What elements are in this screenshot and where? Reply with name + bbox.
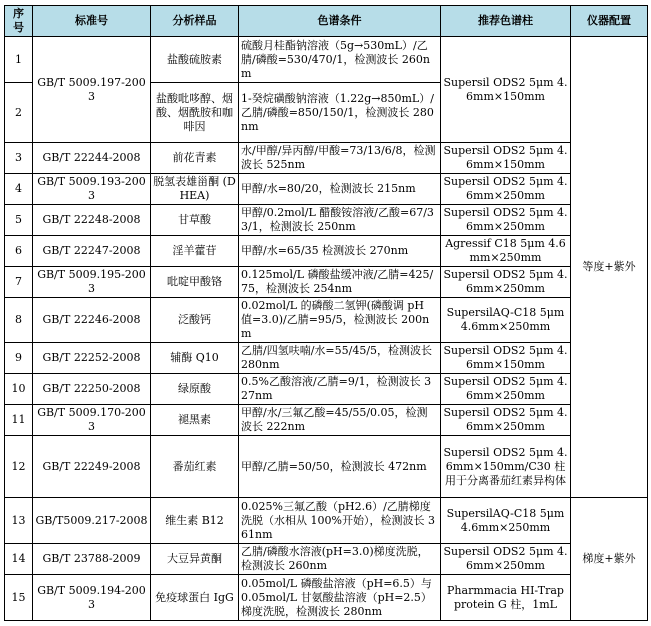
standard-cell: GB/T 5009.197-2003 xyxy=(33,37,151,143)
column-cell: Supersil ODS2 5μm 4.6mm×150mm xyxy=(441,343,571,374)
standard-cell: GB/T 5009.170-2003 xyxy=(33,405,151,436)
standard-cell: GB/T 5009.195-2003 xyxy=(33,267,151,298)
conditions-cell: 0.05mol/L 磷酸盐溶液（pH=6.5）与0.05mol/L 甘氨酸盐溶液（pH=2.5）梯度洗脱，检测波长 280nm xyxy=(239,575,441,621)
table-row xyxy=(5,544,648,575)
table-row xyxy=(5,374,648,405)
table-row xyxy=(5,174,648,205)
header-standard: 标准号 xyxy=(33,6,151,37)
conditions-cell: 0.025%三氟乙酸（pH2.6）/乙腈梯度洗脱（水相从 100%开始），检测波长 361nm xyxy=(239,498,441,544)
column-cell: Supersil ODS2 5μm 4.6mm×250mm xyxy=(441,544,571,575)
instrument-gradient-cell: 梯度+紫外 xyxy=(571,498,648,621)
row-number: 14 xyxy=(5,544,33,575)
conditions-cell: 乙腈/磷酸水溶液(pH=3.0)梯度洗脱，检测波长 260nm xyxy=(239,544,441,575)
column-cell: SupersilAQ-C18 5μm 4.6mm×250mm xyxy=(441,498,571,544)
sample-cell: 辅酶 Q10 xyxy=(151,343,239,374)
row-number: 3 xyxy=(5,143,33,174)
standard-cell: GB/T 22252-2008 xyxy=(33,343,151,374)
header-conditions: 色谱条件 xyxy=(239,6,441,37)
column-cell: Supersil ODS2 5μm 4.6mm×250mm xyxy=(441,267,571,298)
standard-cell: GB/T 5009.194-2003 xyxy=(33,575,151,621)
table-row xyxy=(5,205,648,236)
sample-cell: 泛酸钙 xyxy=(151,298,239,343)
conditions-cell: 0.02mol/L 的磷酸二氢钾(磷酸调 pH 值=3.0)/乙腈=95/5，检测波长 200nm xyxy=(239,298,441,343)
table-row xyxy=(5,436,648,498)
table-row xyxy=(5,298,648,343)
row-number: 8 xyxy=(5,298,33,343)
sample-cell: 维生素 B12 xyxy=(151,498,239,544)
standard-cell: GB/T5009.217-2008 xyxy=(33,498,151,544)
header-seq: 序 号 xyxy=(5,6,33,37)
conditions-cell: 水/甲醇/异丙醇/甲酸=73/13/6/8，检测波长 525nm xyxy=(239,143,441,174)
sample-cell: 吡啶甲酸铬 xyxy=(151,267,239,298)
row-number: 4 xyxy=(5,174,33,205)
standard-cell: GB/T 22249-2008 xyxy=(33,436,151,498)
sample-cell: 免疫球蛋白 IgG xyxy=(151,575,239,621)
sample-cell: 脱氢表雄甾酮 (DHEA) xyxy=(151,174,239,205)
table-row xyxy=(5,498,648,544)
column-cell: SupersilAQ-C18 5μm 4.6mm×250mm xyxy=(441,298,571,343)
column-cell: Agressif C18 5μm 4.6mm×250mm xyxy=(441,236,571,267)
row-number: 7 xyxy=(5,267,33,298)
conditions-cell: 甲醇/乙腈=50/50，检测波长 472nm xyxy=(239,436,441,498)
standard-cell: GB/T 22250-2008 xyxy=(33,374,151,405)
conditions-cell: 0.125mol/L 磷酸盐缓冲液/乙腈=425/75，检测波长 254nm xyxy=(239,267,441,298)
row-number: 12 xyxy=(5,436,33,498)
standard-cell: GB/T 22246-2008 xyxy=(33,298,151,343)
hplc-methods-table xyxy=(4,5,648,621)
table-row xyxy=(5,267,648,298)
conditions-cell: 甲醇/水=65/35 检测波长 270nm xyxy=(239,236,441,267)
table-row xyxy=(5,343,648,374)
column-cell: Supersil ODS2 5μm 4.6mm×150mm/C30 柱用于分离番茄红素异构体 xyxy=(441,436,571,498)
row-number: 2 xyxy=(5,83,33,143)
conditions-cell: 1-癸烷磺酸钠溶液（1.22g→850mL）/乙腈/磷酸=850/150/1，检测波长 280nm xyxy=(239,83,441,143)
standard-cell: GB/T 22247-2008 xyxy=(33,236,151,267)
header-column: 推荐色谱柱 xyxy=(441,6,571,37)
table-row xyxy=(5,143,648,174)
table-row xyxy=(5,575,648,621)
header-sample: 分析样品 xyxy=(151,6,239,37)
standard-cell: GB/T 22248-2008 xyxy=(33,205,151,236)
column-cell: Supersil ODS2 5μm 4.6mm×250mm xyxy=(441,405,571,436)
conditions-cell: 硫酸月桂酯钠溶液（5g→530mL）/乙腈/磷酸=530/470/1，检测波长 260nm xyxy=(239,37,441,83)
sample-cell: 番茄红素 xyxy=(151,436,239,498)
row-number: 1 xyxy=(5,37,33,83)
standard-cell: GB/T 5009.193-2003 xyxy=(33,174,151,205)
column-cell: Supersil ODS2 5μm 4.6mm×250mm xyxy=(441,205,571,236)
sample-cell: 绿原酸 xyxy=(151,374,239,405)
conditions-cell: 甲醇/0.2mol/L 醋酸铵溶液/乙酸=67/33/1，检测波长 250nm xyxy=(239,205,441,236)
column-cell: Supersil ODS2 5μm 4.6mm×150mm xyxy=(441,37,571,143)
table-row xyxy=(5,405,648,436)
sample-cell: 甘草酸 xyxy=(151,205,239,236)
sample-cell: 大豆异黄酮 xyxy=(151,544,239,575)
standard-cell: GB/T 23788-2009 xyxy=(33,544,151,575)
row-number: 15 xyxy=(5,575,33,621)
table-row xyxy=(5,236,648,267)
sample-cell: 盐酸吡哆醇、烟酸、烟酰胺和咖啡因 xyxy=(151,83,239,143)
sample-cell: 淫羊藿苷 xyxy=(151,236,239,267)
conditions-cell: 甲醇/水/三氟乙酸=45/55/0.05，检测波长 222nm xyxy=(239,405,441,436)
sample-cell: 前花青素 xyxy=(151,143,239,174)
column-cell: Pharmmacia HI-Trap protein G 柱，1mL xyxy=(441,575,571,621)
row-number: 9 xyxy=(5,343,33,374)
column-cell: Supersil ODS2 5μm 4.6mm×250mm xyxy=(441,374,571,405)
instrument-isocratic-cell: 等度+紫外 xyxy=(571,37,648,498)
sample-cell: 盐酸硫胺素 xyxy=(151,37,239,83)
header-instrument: 仪器配置 xyxy=(571,6,648,37)
standard-cell: GB/T 22244-2008 xyxy=(33,143,151,174)
row-number: 6 xyxy=(5,236,33,267)
header-row xyxy=(5,6,648,37)
conditions-cell: 乙腈/四氢呋喃/水=55/45/5，检测波长 280nm xyxy=(239,343,441,374)
column-cell: Supersil ODS2 5μm 4.6mm×150mm xyxy=(441,143,571,174)
row-number: 11 xyxy=(5,405,33,436)
row-number: 5 xyxy=(5,205,33,236)
table-row xyxy=(5,37,648,83)
sample-cell: 褪黑素 xyxy=(151,405,239,436)
row-number: 13 xyxy=(5,498,33,544)
row-number: 10 xyxy=(5,374,33,405)
conditions-cell: 0.5%乙酸溶液/乙腈=9/1，检测波长 327nm xyxy=(239,374,441,405)
conditions-cell: 甲醇/水=80/20，检测波长 215nm xyxy=(239,174,441,205)
column-cell: Supersil ODS2 5μm 4.6mm×250mm xyxy=(441,174,571,205)
